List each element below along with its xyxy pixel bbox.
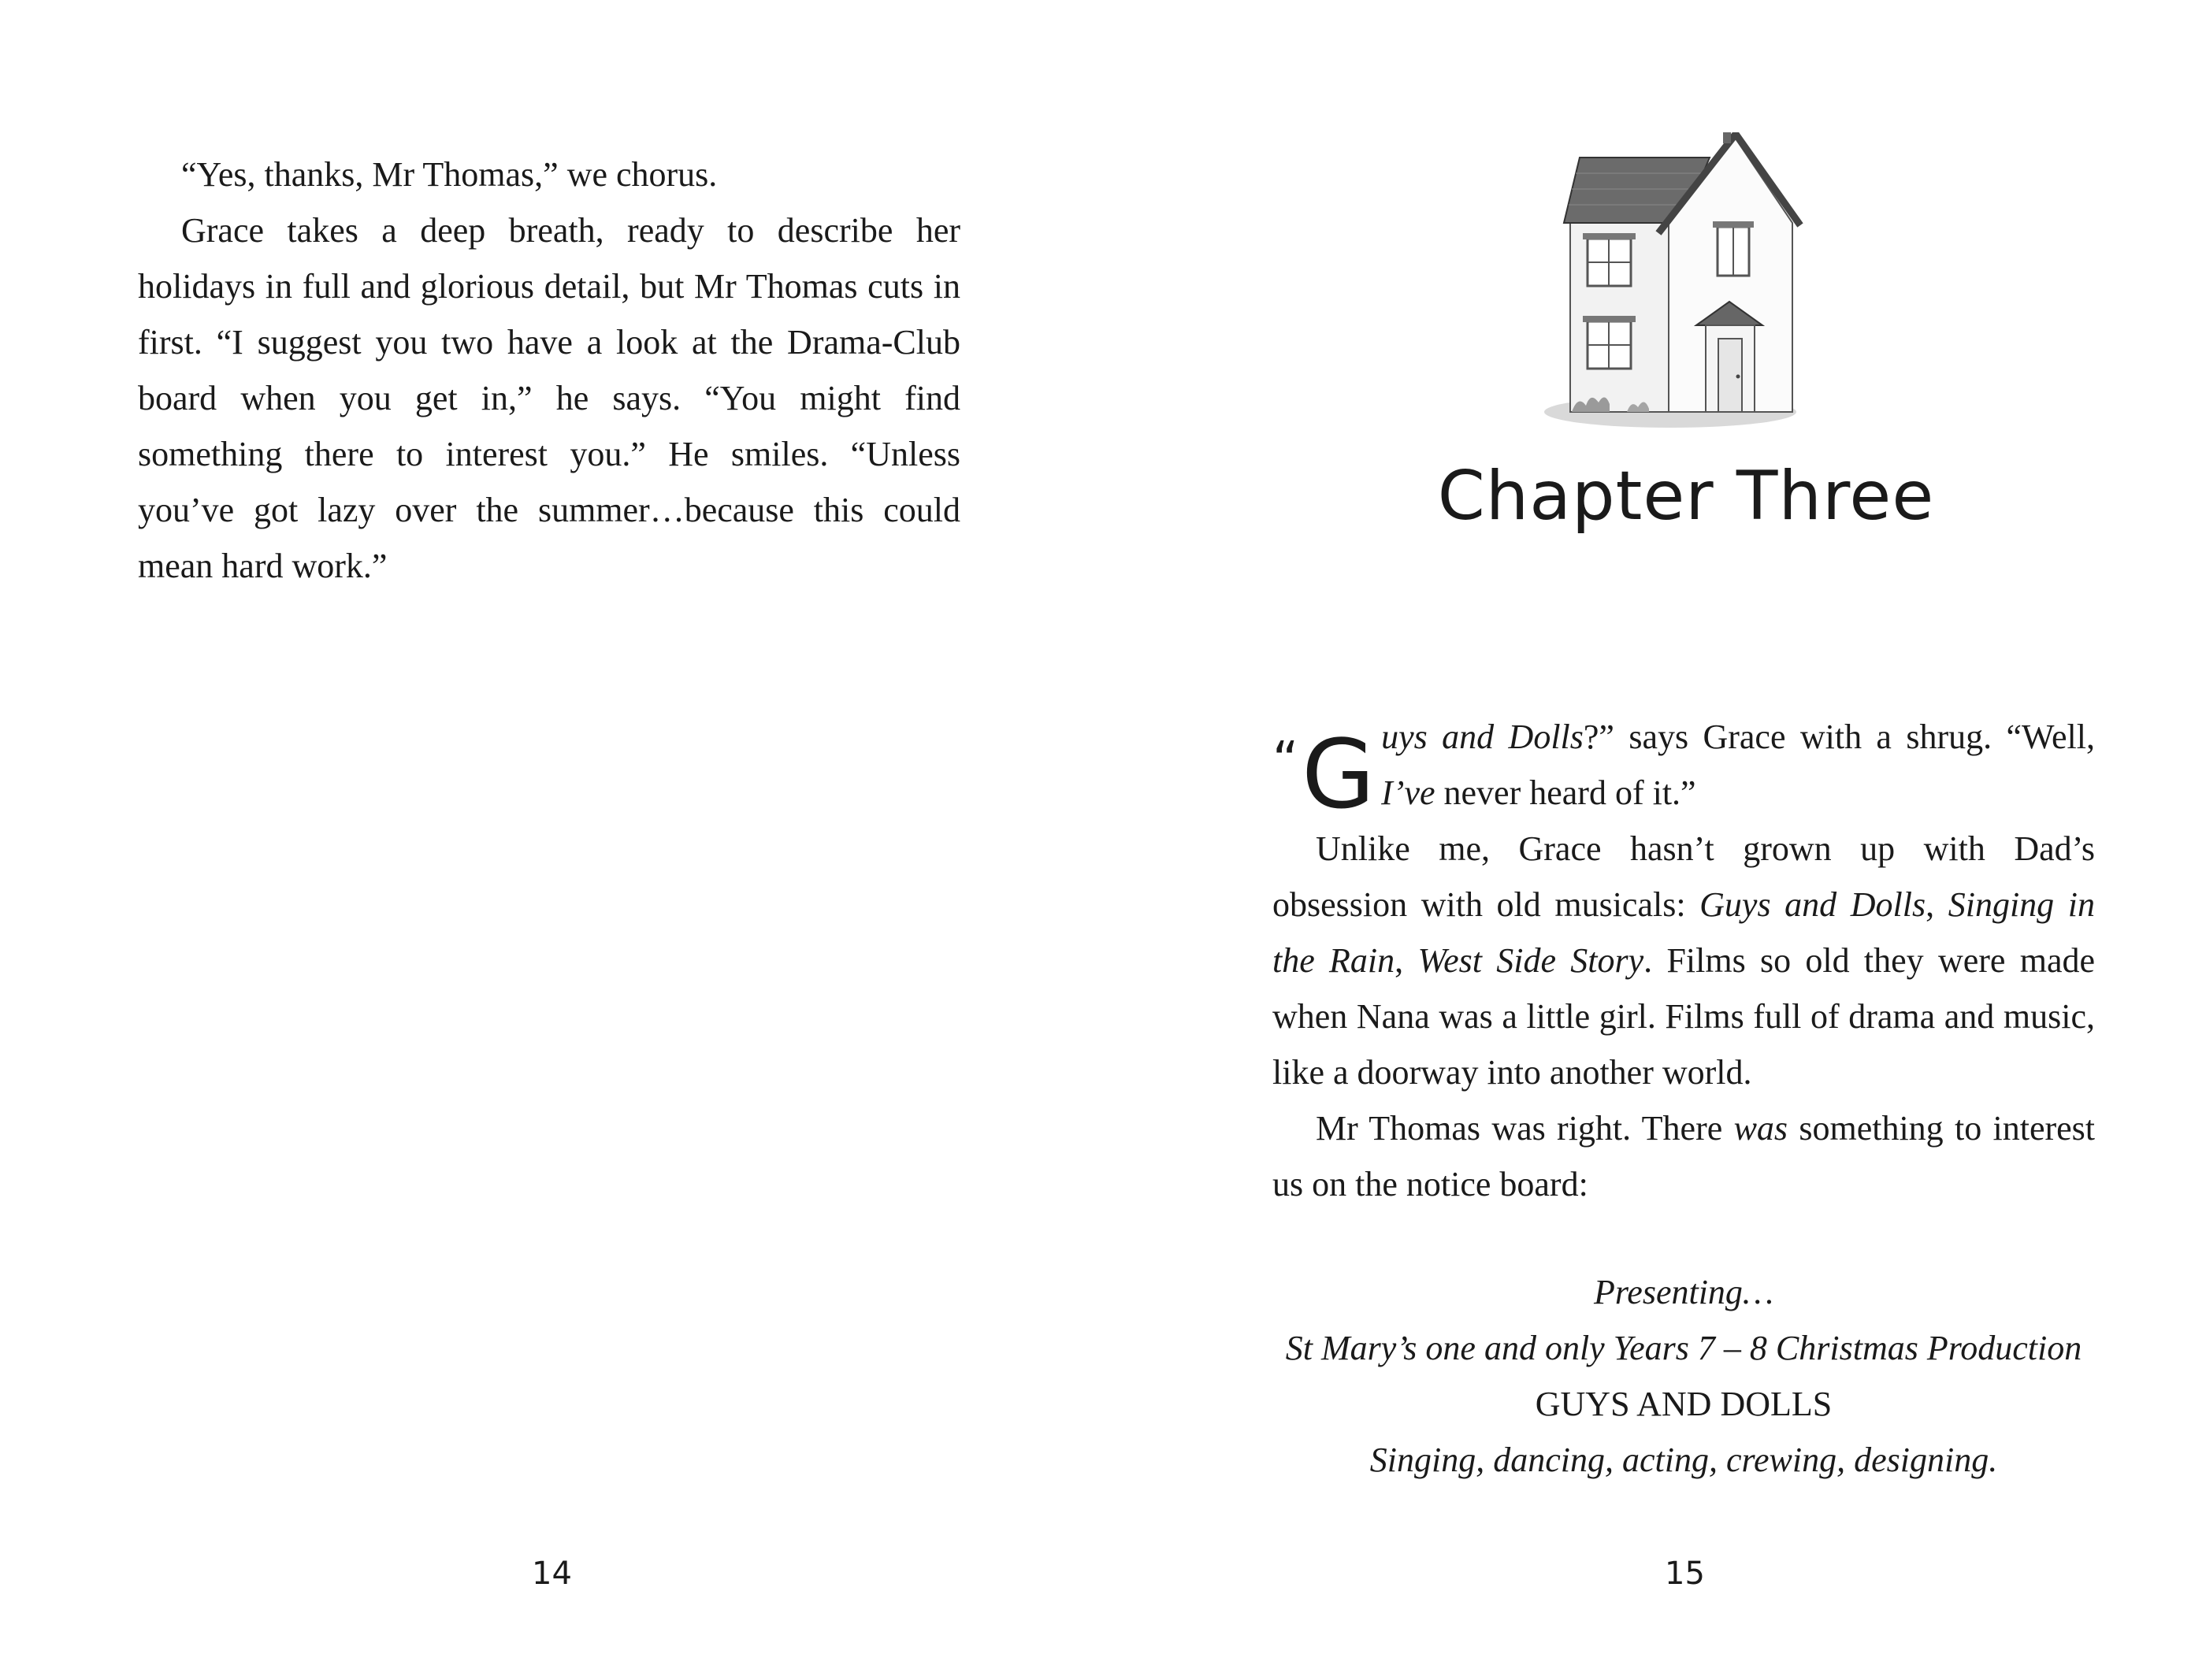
text-run: ?” says Grace with a shrug. “Well, xyxy=(1583,718,2095,756)
text-run: Mr Thomas was right. There xyxy=(1316,1109,1734,1148)
italic-text: Singing in the Rain xyxy=(1272,885,2095,980)
paragraph xyxy=(1272,1100,2095,1212)
paragraph xyxy=(1272,821,2095,1100)
text-run: Unlike me, Grace hasn’t grown up with Dad’s obsession with old musicals: xyxy=(1272,829,2095,924)
right-page xyxy=(1103,0,2206,1680)
drop-cap-quote: “ xyxy=(1272,732,1299,790)
chapter-title: Chapter Three xyxy=(1437,457,1935,536)
left-page-text xyxy=(138,146,960,594)
notice-line: GUYS AND DOLLS xyxy=(1535,1385,1833,1423)
italic-text: I’ve xyxy=(1381,773,1435,812)
notice-line: St Mary’s one and only Years 7 – 8 Christmas Production xyxy=(1285,1329,2082,1367)
notice-line: Presenting… xyxy=(1593,1273,1774,1311)
drop-cap xyxy=(1272,714,1376,830)
drop-cap-letter: G xyxy=(1302,721,1376,830)
text-run: , xyxy=(1926,885,1948,924)
text-run: , xyxy=(1395,941,1418,980)
paragraph: “Yes, thanks, Mr Thomas,” we chorus. xyxy=(181,155,718,194)
house-illustration-icon xyxy=(1540,132,1804,436)
notice-board-text xyxy=(1272,1264,2095,1488)
opening-paragraph xyxy=(1272,709,2095,830)
text-run: . Films so old they were made when Nana was a little girl. Films full of drama and music, like a doorway into another world. xyxy=(1272,941,2096,1092)
italic-text: Guys and Dolls xyxy=(1699,885,1926,924)
italic-text: West Side Story xyxy=(1417,941,1644,980)
italic-text: was xyxy=(1733,1109,1788,1148)
paragraph: Grace takes a deep breath, ready to describe her holidays in full and glorious detail, but Mr Thomas cuts in first. “I suggest you two have a look at the Drama-Club board when you get in,” he says. “You might find something there to interest you.” He smiles. “Unless you’ve got lazy over the summer…because this could mean hard work.” xyxy=(138,211,960,585)
notice-line: Singing, dancing, acting, crewing, designing. xyxy=(1369,1441,1998,1479)
text-run: never heard of it.” xyxy=(1435,773,1696,812)
text-run: something to interest us on the notice board: xyxy=(1272,1109,2096,1203)
page-number: 14 xyxy=(532,1556,572,1592)
page-number: 15 xyxy=(1665,1556,1705,1592)
right-page-text xyxy=(1272,709,2095,1212)
italic-text: uys and Dolls xyxy=(1381,718,1584,756)
paragraph xyxy=(1272,709,2095,821)
